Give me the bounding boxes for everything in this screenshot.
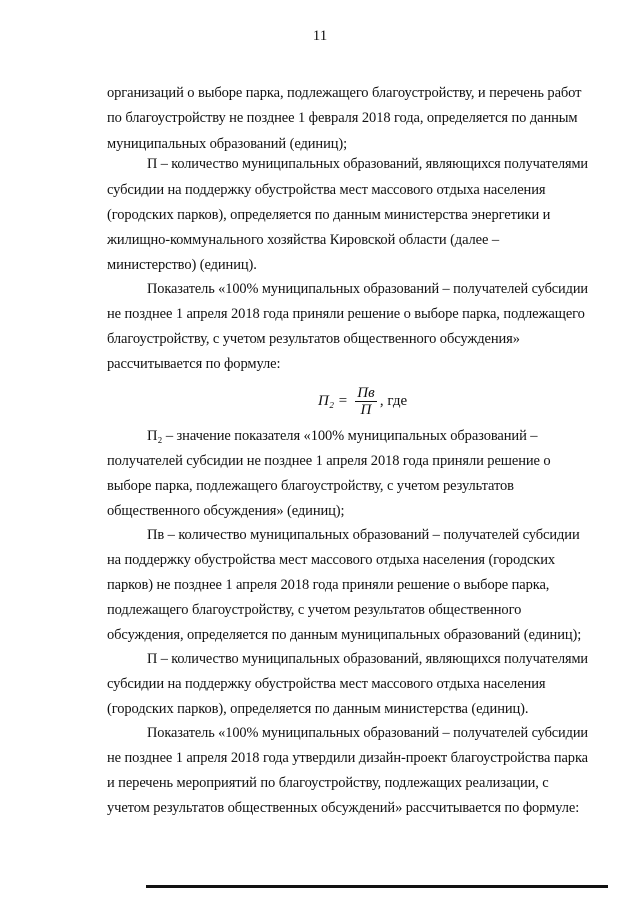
paragraph-3-line-3: общественного обсуждения» (единиц);: [107, 503, 345, 519]
formula-denominator: П: [360, 401, 372, 418]
paragraph-1-line-0: П – количество муниципальных образований, являющихся получателями: [147, 156, 588, 172]
formula-fraction: [355, 385, 377, 418]
page-number: 11: [312, 28, 328, 44]
formula: [318, 381, 407, 421]
paragraph-1-line-1: субсидии на поддержку обустройства мест массового отдыха населения: [107, 182, 546, 198]
paragraph-0-line-0: организаций о выборе парка, подлежащего благоустройству, и перечень работ: [107, 85, 582, 101]
paragraph-3-line-2: выборе парка, подлежащего благоустройству, с учетом результатов: [107, 478, 514, 494]
paragraph-5-line-2: (городских парков), определяется по данным министерства (единиц).: [107, 701, 529, 717]
paragraph-4-line-2: парков) не позднее 1 апреля 2018 года приняли решение о выборе парка,: [107, 577, 550, 593]
paragraph-6-line-0: Показатель «100% муниципальных образований – получателей субсидии: [147, 725, 588, 741]
paragraph-6-line-3: учетом результатов общественных обсуждений» рассчитывается по формуле:: [107, 800, 580, 816]
paragraph-5-line-0: П – количество муниципальных образований, являющихся получателями: [147, 651, 588, 667]
paragraph-0-line-1: по благоустройству не позднее 1 февраля 2018 года, определяется по данным: [107, 110, 578, 126]
paragraph-4-line-0: Пв – количество муниципальных образований – получателей субсидии: [147, 527, 580, 543]
paragraph-4-line-1: на поддержку обустройства мест массового отдыха населения (городских: [107, 552, 556, 568]
paragraph-3-line-1: получателей субсидии не позднее 1 апреля 2018 года приняли решение о: [107, 453, 551, 469]
paragraph-2-line-0: Показатель «100% муниципальных образований – получателей субсидии: [147, 281, 588, 297]
paragraph-3-line-0: П₂ – значение показателя «100% муниципальных образований –: [147, 428, 538, 444]
paragraph-6-line-1: не позднее 1 апреля 2018 года утвердили дизайн-проект благоустройства парка: [107, 750, 589, 766]
paragraph-2-line-2: благоустройству, с учетом результатов общественного обсуждения»: [107, 331, 520, 347]
paragraph-1-line-4: министерство) (единиц).: [107, 257, 257, 273]
paragraph-0-line-2: муниципальных образований (единиц);: [107, 136, 348, 152]
paragraph-2-line-1: не позднее 1 апреля 2018 года приняли решение о выборе парка, подлежащего: [107, 306, 585, 322]
paragraph-5-line-1: субсидии на поддержку обустройства мест массового отдыха населения: [107, 676, 546, 692]
paragraph-4-line-4: обсуждения, определяется по данным муниципальных образований (единиц);: [107, 627, 582, 643]
formula-suffix: , где: [379, 392, 408, 409]
paragraph-1-line-2: (городских парков), определяется по данным министерства энергетики и: [107, 207, 551, 223]
paragraph-1-line-3: жилищно-коммунального хозяйства Кировской области (далее –: [107, 232, 500, 248]
paragraph-2-line-3: рассчитывается по формуле:: [107, 356, 281, 372]
paragraph-6-line-2: и перечень мероприятий по благоустройству, подлежащих реализации, с: [107, 775, 549, 791]
paragraph-4-line-3: подлежащего благоустройству, с учетом результатов общественного: [107, 602, 522, 618]
bottom-rule: [146, 885, 608, 888]
formula-numerator: Пв: [357, 384, 375, 401]
formula-lhs: П₂ =: [318, 392, 348, 409]
